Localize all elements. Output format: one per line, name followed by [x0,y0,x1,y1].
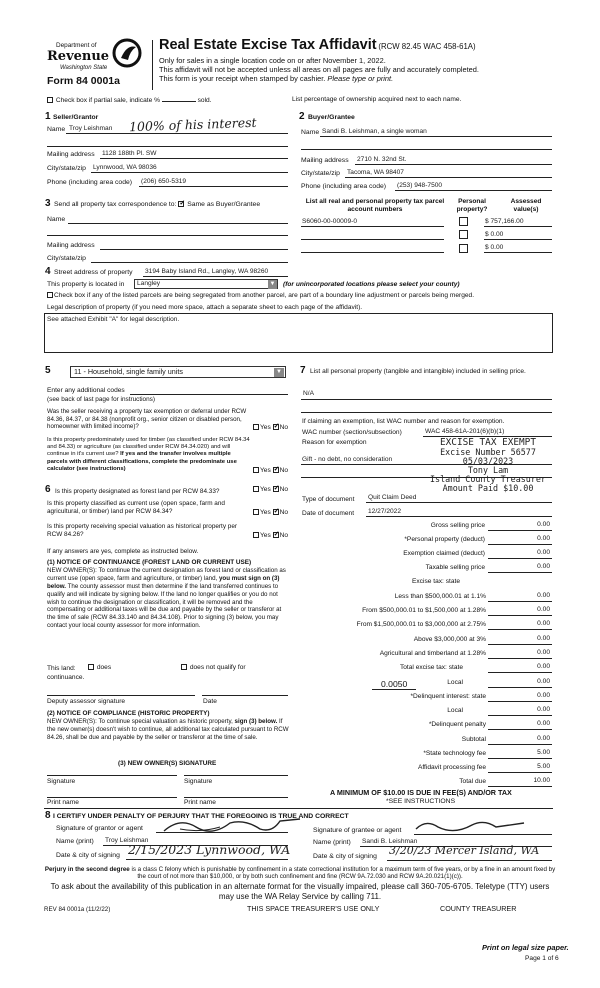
calc-row-line [488,687,552,688]
notice-2-title: (2) NOTICE OF COMPLIANCE (HISTORIC PROPERTY) [47,710,210,717]
calc-row-value[interactable]: 0.00 [537,620,550,627]
seller-phone-label: Phone (including area code) [47,179,133,186]
stamp-line-4: Tony Lam [467,465,509,475]
q-forest: Is this property designated as forest land per RCW 84.33? [55,488,220,495]
certify-statement: I CERTIFY UNDER PENALTY OF PERJURY THAT THE FOREGOING IS TRUE AND CORRECT [53,813,349,820]
calc-row-value[interactable]: 0.00 [537,549,550,556]
deputy-signature-line [47,695,195,696]
buyer-name[interactable]: Sandi B. Leishman, a single woman [322,128,427,135]
buyer-extra-line [301,149,552,150]
q-timber-no-checkbox[interactable] [273,467,279,473]
seller-city-label: City/state/zip [47,165,86,172]
calc-row-line [488,758,552,759]
calc-row-line [488,629,552,630]
calc-row-line [488,701,552,702]
seller-name-label: Name [47,126,66,133]
q-historical-answer: Yes ✓ No [253,532,288,540]
seller-phone[interactable]: (206) 650-5319 [141,178,187,185]
seller-phone-line [139,186,288,187]
section-3-mailing-label: Mailing address [47,242,95,249]
personal-property-checkbox-2[interactable] [459,230,468,239]
section-2-number: 2 [299,111,305,122]
calc-row-value[interactable]: 0.00 [537,635,550,642]
new-owner-sig-line-1 [47,775,177,776]
buyer-city[interactable]: Tacoma, WA 98407 [347,169,404,176]
parcels-heading: List all real and personal property tax parcel account numbers [305,198,445,214]
does-qualify-checkbox[interactable] [88,664,94,670]
stamp-line-2: Excise Number 56577 [440,447,536,457]
print-name-label-1: Print name [47,799,79,806]
buyer-phone[interactable]: (253) 948-7500 [397,182,443,189]
calc-row-label: Excise tax: state [411,578,460,585]
q-forest-no-checkbox[interactable] [273,486,279,492]
doc-type[interactable]: Quit Claim Deed [368,494,417,501]
assessed-value-1[interactable]: $ 757,166.00 [485,218,524,225]
calc-row-label: Local [447,679,463,686]
q-forest-answer: Yes ✓ No [253,486,288,494]
partial-sale-checkbox[interactable] [47,97,53,103]
grantee-name[interactable]: Sandi B. Leishman [362,838,418,845]
calc-row-value[interactable]: 0.00 [537,535,550,542]
grantor-name-label: Name (print) [56,838,94,845]
calc-row-line [488,715,552,716]
calc-row-value[interactable]: 0.00 [537,692,550,699]
assessed-value-3[interactable]: $ 0.00 [485,244,504,251]
deputy-signature-label: Deputy assessor signature [47,698,126,705]
q-current-use-yes-checkbox[interactable] [253,509,259,515]
calc-row-value[interactable]: 10.00 [533,777,550,784]
calc-row-line [488,572,552,573]
q-exemption-yes-checkbox[interactable] [253,424,259,430]
section-3-text: Send all property tax correspondence to: ✓ Same as Buyer/Grantee [54,201,260,209]
calc-row-label: Exemption claimed (deduct) [403,550,485,557]
seller-mailing[interactable]: 1128 188th Pl. SW [102,150,157,157]
seller-handwriting: 100% of his interest [128,114,257,135]
calc-row-value[interactable]: 5.00 [537,763,550,770]
section-3-extra-line [47,235,288,236]
q-forest-yes-checkbox[interactable] [253,486,259,492]
calc-row-label: *State technology fee [423,750,486,757]
section-3-city-label: City/state/zip [47,255,86,262]
new-owner-sig-line-2 [184,775,288,776]
local-rate-line [372,689,416,690]
calc-row-value[interactable]: 0.00 [537,563,550,570]
grantee-signature-label: Signature of grantee or agent [313,827,402,834]
section-8-rule [44,808,553,809]
legal-paper-note: Print on legal size paper. [482,943,569,952]
calc-row-label: Taxable selling price [425,564,485,571]
calc-row-value[interactable]: 0.00 [537,720,550,727]
buyer-mailing-label: Mailing address [301,157,349,164]
q-timber: Is this property predominately used for timber (as classified under RCW 84.34 and 84.33) or agriculture (as classified under RCW 84.34.020) and will continue in it's current use? If yes and the transfer involves multiple parcels with different classifications, complete the predominate use calculator (see instructions) [47,437,250,472]
buyer-phone-label: Phone (including area code) [301,183,387,190]
assessed-line-2 [484,239,552,240]
parcel-line-1 [301,226,444,227]
calc-row-value[interactable]: 0.00 [537,521,550,528]
doc-date-line [366,516,552,517]
calc-row-label: Gross selling price [430,522,485,529]
personal-property-heading: Personal property? [456,198,488,214]
exemption-instructions: If claiming an exemption, list WAC number and reason for exemption. [302,418,505,425]
calc-row-line [488,544,552,545]
calc-row-value[interactable]: 0.00 [537,649,550,656]
q-historical-yes-checkbox[interactable] [253,532,259,538]
seller-city-line [91,172,288,173]
notice-1-body: NEW OWNER(S): To continue the current designation as forest land or classification as current use (open space, farm and agriculture, or timber) land, you must sign on (3) below. The county assessor must then determine if the land transferred continues to qualify and will indicate by signing below. If the land no longer qualifies or you do not wish to continue the designation or classification, it will be removed and the compensating or additional taxes will be due and payable by the seller or transferor at the time of sale (RCW 84.33.140 and 84.34.108). Prior to signing (3) below, you may contact your local county assessor for more information. [47,567,286,630]
doc-date[interactable]: 12/27/2022 [368,508,402,515]
calc-row-label: Local [447,707,463,714]
this-land-label: This land: [47,665,76,672]
located-dropdown-icon[interactable]: ▼ [269,281,276,287]
q-current-use: Is this property classified as current use (open space, farm and agricultural, or timber) land per RCW 84.34? [47,500,225,515]
located-select[interactable] [134,279,278,289]
reason-label: Reason for exemption [302,439,367,446]
grantor-name[interactable]: Troy Leishman [105,837,149,844]
notice-1-title: (1) NOTICE OF CONTINUANCE (FOREST LAND OR CURRENT USE) [47,559,252,566]
wac-number[interactable]: WAC 458-61A-201(6)(b)(1) [425,428,505,435]
section-7-number: 7 [300,365,306,376]
calc-row-value[interactable]: 0.00 [537,706,550,713]
calc-row-line [488,744,552,745]
seller-extra-line [47,146,288,147]
parcel-line-3 [301,252,444,253]
doc-type-label: Type of document [302,496,355,503]
print-name-label-2: Print name [184,799,216,806]
street-address-line [143,276,288,277]
calc-row-line [488,558,552,559]
grantor-date-label: Date & city of signing [56,852,120,859]
calc-row-line [488,530,552,531]
parcel-line-2 [301,239,444,240]
calc-row-line [488,672,552,673]
grantor-signature-label: Signature of grantor or agent [56,825,143,832]
parcel-number-1[interactable]: S6060-00-00009-0 [302,218,357,225]
buyer-city-line [345,177,552,178]
stamp-line-3: 05/03/2023 [462,456,514,466]
treasurer-use-only: THIS SPACE TREASURER'S USE ONLY [247,904,380,913]
additional-codes-label: Enter any additional codes [47,387,125,394]
calc-row-label: Subtotal [461,736,486,743]
calc-row-label: Above $3,000,000 at 3% [413,636,486,643]
perjury-notice: Perjury in the second degree is a class C felony which is punishable by confinement in a state correctional institution for a maximum term of five years, or by a fine in an amount fixed by the court of not more than $10,000, or by both such confinement and fine (RCW 9A.72.030 and RCW 9A.20.021(1)(c)). [44,866,556,881]
signature-label-1: Signature [47,778,76,785]
form-revision: REV 84 0001a (11/2/22) [44,906,111,913]
stamp-line-5: Island County Treasurer [430,474,546,484]
calc-row-label: Affidavit processing fee [417,764,486,771]
section-3-mailing-line [100,249,288,250]
stamp-line-1: EXCISE TAX EXEMPT [440,437,536,448]
calc-row-line [488,658,552,659]
ownership-note: List percentage of ownership acquired next to each name. [292,96,462,103]
form-title: Real Estate Excise Tax Affidavit (RCW 82.45 WAC 458-61A) [159,37,476,53]
calc-row-line [488,615,552,616]
continuance-label: continuance. [47,674,85,681]
new-owner-signature-heading: (3) NEW OWNER(S) SIGNATURE [118,760,217,767]
street-address[interactable]: 3194 Baby Island Rd., Langley, WA 98260 [145,268,269,275]
wac-label: WAC number (section/subsection) [302,429,402,436]
calc-row-line [488,772,552,773]
calc-row-label: From $500,000.01 to $1,500,000 at 1.28% [362,607,486,614]
section-4-number: 4 [45,266,51,277]
notice-2-body: NEW OWNER(S): To continue special valuation as historic property, sign (3) below. If the new owner(s) doesn't wish to continue, all additional tax calculated pursuant to RCW 84.26, shall be due and payable by the seller or transferor at the time of sale. [47,718,289,741]
personal-property-checkbox-3[interactable] [459,244,468,253]
seller-name[interactable]: Troy Leishman [69,125,113,132]
dept-line2: Revenue [47,49,110,64]
q-exemption-no-checkbox[interactable] [273,424,279,430]
calc-row-label: *Delinquent interest: state [410,693,486,700]
does-not-qualify-checkbox[interactable] [181,664,187,670]
section-6-number: 6 [45,484,51,495]
calc-row-line [488,786,552,787]
stamp-line-6: Amount Paid $10.00 [442,483,534,493]
buyer-phone-line [395,190,552,191]
dept-line3: Washington State [60,65,108,71]
seller-city[interactable]: Lynnwood, WA 98036 [93,164,157,171]
calc-row-value[interactable]: 0.00 [537,606,550,613]
buyer-name-line [320,136,552,137]
assessed-value-2[interactable]: $ 0.00 [485,231,504,238]
see-instructions: *SEE INSTRUCTIONS [386,798,456,805]
local-rate: 0.0050 [381,679,408,689]
grantee-date-line [387,860,552,861]
doc-date-label: Date of document [302,510,355,517]
located-note: (for unincorporated locations please select your county) [283,281,460,288]
calc-row-line [488,644,552,645]
calc-row-label: Less than $500,000.01 at 1.1% [394,593,486,600]
header-note-2: This affidavit will not be accepted unless all areas on all pages are fully and accurately completed. [159,65,479,74]
section-3-city-line [91,262,288,263]
deputy-date-line [202,695,288,696]
calc-row-value[interactable]: 0.00 [537,735,550,742]
q-historical-no-checkbox[interactable] [273,532,279,538]
additional-codes-line [130,394,288,395]
header-note-1: Only for sales in a single location code on or after November 1, 2022. [159,56,386,65]
section-3-name-line [68,223,288,224]
form-number: Form 84 0001a [47,75,120,87]
calc-row-label: Agricultural and timberland at 1.28% [379,650,486,657]
doc-type-line [366,502,552,503]
land-use-value: 11 - Household, single family units [74,367,183,376]
print-name-line-2 [184,797,288,798]
treasurer-stamp [420,438,556,493]
buyer-name-label: Name [301,129,320,136]
header-divider [152,40,153,90]
section-5-number: 5 [45,365,51,376]
alternate-format-notice: To ask about the availability of this publication in an alternate format for the visually impaired, please call 360-705-6705. Teletype (TTY) users may use the WA Relay Service by calling 711. [50,882,550,901]
section-3-number: 3 [45,198,51,209]
personal-property-line-2 [301,412,552,413]
same-as-buyer-checkbox[interactable] [178,201,184,207]
q-timber-answer: Yes ✓ No [253,467,288,475]
seller-heading: Seller/Grantor [53,114,99,121]
calc-row-value[interactable]: 0.00 [537,678,550,685]
calc-row-value[interactable]: 0.00 [537,592,550,599]
buyer-mailing-line [355,164,552,165]
legal-description-label: Legal description of property (if you need more space, attach a separate sheet to each page of the affidavit). [47,304,363,311]
section-1-number: 1 [45,111,51,122]
grantee-name-label: Name (print) [313,839,351,846]
assessed-line-1 [484,226,552,227]
land-use-select[interactable] [70,366,286,378]
calc-row-line [488,729,552,730]
buyer-mailing[interactable]: 2710 N. 32nd St. [357,156,407,163]
calc-row-label: *Delinquent penalty [428,721,486,728]
exemption-reason[interactable]: Gift - no debt, no consideration [302,456,393,463]
calc-row-label: Total due [459,778,486,785]
q-timber-yes-checkbox[interactable] [253,467,259,473]
q-exemption-answer: Yes ✓ No [253,424,288,432]
legal-description: See attached Exhibit "A" for legal description. [47,316,180,323]
grantee-date-city[interactable]: 3/20/23 Mercer Island, WA [389,844,540,857]
additional-codes-note: (see back of last page for instructions) [47,396,155,403]
minimum-due: A MINIMUM OF $10.00 IS DUE IN FEE(S) AND/OR TAX [330,788,512,797]
located-label: This property is located in [47,281,125,288]
land-use-dropdown-icon[interactable]: ▼ [274,368,284,377]
calc-row-line [488,601,552,602]
page-number: Page 1 of 6 [525,955,559,962]
located-value: Langley [137,280,161,287]
grantor-signature [160,815,310,837]
grantor-date-line [126,859,288,860]
deputy-date-label: Date [203,698,217,705]
q-historical: Is this property receiving special valuation as historical property per RCW 84.26? [47,523,238,538]
assessed-line-3 [484,252,552,253]
calc-row-label: From $1,500,000.01 to $3,000,000 at 2.75% [356,621,486,628]
section-8-number: 8 [45,810,51,821]
signature-label-2: Signature [184,778,213,785]
grantor-date-city[interactable]: 2/15/2023 Lynnwood, WA [128,842,291,857]
calc-row-label: Total excise tax: state [399,664,463,671]
q-current-use-answer: Yes ✓ No [253,509,288,517]
calc-row-value[interactable]: 0.00 [537,663,550,670]
street-address-label: Street address of property [54,269,133,276]
grantee-signature [414,817,534,837]
assessed-value-heading: Assessed value(s) [510,198,542,214]
personal-property-checkbox-1[interactable] [459,217,468,226]
calc-row-value[interactable]: 5.00 [537,749,550,756]
buyer-city-label: City/state/zip [301,170,340,177]
personal-property-line-1 [301,399,552,400]
print-name-line-1 [47,797,177,798]
personal-property-value[interactable]: N/A [303,390,314,397]
calc-row-label: *Personal property (deduct) [404,536,485,543]
seller-mailing-line [100,158,288,159]
section-3-name-label: Name [47,216,66,223]
header-note-3: This form is your receipt when stamped by cashier. Please type or print. [159,74,394,83]
segregated-checkbox[interactable] [47,292,53,298]
county-treasurer: COUNTY TREASURER [440,904,517,913]
does-qualify-row: does [88,664,111,672]
buyer-heading: Buyer/Grantee [308,114,355,121]
section-7-heading: List all personal property (tangible and intangible) included in selling price. [310,368,526,375]
q-current-use-no-checkbox[interactable] [273,509,279,515]
section-6-instructions: If any answers are yes, complete as instructed below. [47,548,199,555]
partial-sale-row: Check box if partial sale, indicate % sold. [47,97,212,105]
seller-name-line [66,133,288,134]
revenue-logo-icon [112,38,142,68]
q-exemption: Was the seller receiving a property tax exemption or deferral under RCW 84.36, 84.37, or 84.38 (nonprofit org., senior citizen or disabled person, homeowner with limited income)? [47,408,247,431]
grantee-date-label: Date & city of signing [313,853,377,860]
seller-mailing-label: Mailing address [47,151,95,158]
segregated-row: Check box if any of the listed parcels are being segregated from another parcel, are part of a boundary line adjustment or parcels being merged. [47,292,474,300]
dept-line1: Department of [56,42,97,49]
does-not-qualify-row: does not qualify for [181,664,246,672]
